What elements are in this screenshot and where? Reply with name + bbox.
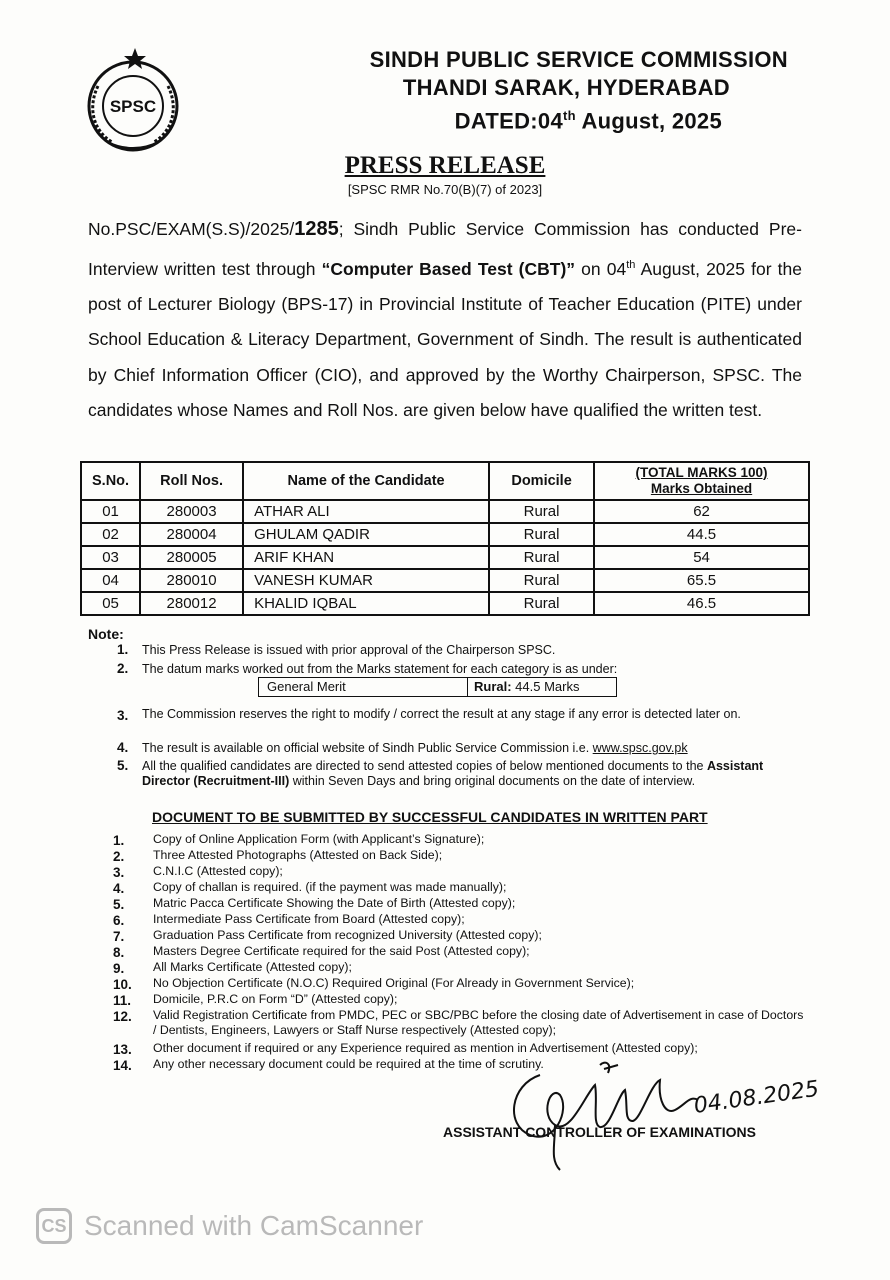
datum-category: General Merit [259,678,468,696]
cell-roll: 280004 [140,523,243,546]
cell-name: KHALID IQBAL [243,592,489,615]
results-table [80,461,810,616]
note-number: 5. [117,758,129,773]
table-row [81,500,809,523]
document-item: Three Attested Photographs (Attested on Back Side); [153,848,443,862]
col-sno: S.No. [81,462,140,500]
cell-marks: 65.5 [594,569,809,592]
doc-number: 5. [113,897,125,912]
document-item: All Marks Certificate (Attested copy); [153,960,352,974]
document-item: No Objection Certificate (N.O.C) Required Original (For Already in Government Service); [153,976,635,990]
doc-number: 14. [113,1058,132,1073]
cell-roll: 280005 [140,546,243,569]
document-item: Graduation Pass Certificate from recognized University (Attested copy); [153,928,542,942]
note-4: The result is available on official website of Sindh Public Service Commission i.e. www.spsc.gov.pk [142,741,688,755]
cell-domicile: Rural [489,569,594,592]
document-item: Domicile, P.R.C on Form “D” (Attested copy); [153,992,398,1006]
document-item: Other document if required or any Experience required as mention in Advertisement (Attested copy); [153,1041,698,1055]
release-date: DATED:04th August, 2025 [454,108,722,134]
spsc-logo-seal [78,46,188,156]
document-item: Copy of challan is required. (if the payment was made manually); [153,880,507,894]
note-number: 4. [117,740,129,755]
doc-number: 13. [113,1042,132,1057]
note-number: 2. [117,661,129,676]
cell-name: GHULAM QADIR [243,523,489,546]
website-link[interactable]: www.spsc.gov.pk [592,741,688,755]
announcement-paragraph: No.PSC/EXAM(S.S)/2025/1285; Sindh Public Service Commission has conducted Pre-Interview written test through “Computer Based Test (CBT)” on 04th August, 2025 for the post of Lecturer Biology (BPS-17) in Provincial Institute of Teacher Education (PITE) under School Education & Literacy Department, Government of Sindh. The result is authenticated by Chief Information Officer (CIO), and approved by the Worthy Chairperson, SPSC. The candidates whose Names and Roll Nos. are given below have qualified the written test. [88,218,803,421]
svg-text:04.08.2025: 04.08.2025 [692,1076,821,1119]
document-item: Matric Pacca Certificate Showing the Date of Birth (Attested copy); [153,896,516,910]
datum-value: Rural: 44.5 Marks [474,679,580,694]
doc-number: 12. [113,1009,132,1024]
note-5: All the qualified candidates are directed to send attested copies of below mentioned documents to the Assistant Director (Recruitment-III) within Seven Days and bring original documents on the date of interview. [142,759,764,788]
cell-name: VANESH KUMAR [243,569,489,592]
cell-name: ATHAR ALI [243,500,489,523]
note-3: The Commission reserves the right to modify / correct the result at any stage if any error is detected later on. [142,707,741,721]
doc-number: 4. [113,881,125,896]
col-roll: Roll Nos. [140,462,243,500]
cell-roll: 280012 [140,592,243,615]
cell-sno: 02 [81,523,140,546]
note-1: This Press Release is issued with prior approval of the Chairperson SPSC. [142,643,556,657]
table-header-row [81,462,809,500]
press-release-title: PRESS RELEASE [344,152,546,179]
col-marks: (TOTAL MARKS 100) Marks Obtained [594,462,809,500]
cell-marks: 46.5 [594,592,809,615]
commission-address: THANDI SARAK, HYDERABAD [402,75,730,100]
cell-sno: 05 [81,592,140,615]
doc-number: 2. [113,849,125,864]
svg-text:SPSC: SPSC [109,97,157,116]
cell-sno: 03 [81,546,140,569]
cell-marks: 44.5 [594,523,809,546]
doc-number: 7. [113,929,125,944]
camscanner-icon: CS [36,1208,72,1244]
cell-domicile: Rural [489,500,594,523]
cell-domicile: Rural [489,523,594,546]
document-item: Intermediate Pass Certificate from Board (Attested copy); [153,912,465,926]
doc-number: 11. [113,993,132,1008]
cell-domicile: Rural [489,592,594,615]
doc-number: 10. [113,977,132,992]
note-number: 1. [117,642,129,657]
doc-number: 1. [113,833,125,848]
cell-name: ARIF KHAN [243,546,489,569]
note-2: The datum marks worked out from the Marks statement for each category is as under: [142,662,618,676]
table-row [81,569,809,592]
cell-roll: 280003 [140,500,243,523]
cell-domicile: Rural [489,546,594,569]
document-item: Copy of Online Application Form (with Applicant’s Signature); [153,832,485,846]
document-item: Any other necessary document could be required at the time of scrutiny. [153,1057,544,1071]
cell-marks: 62 [594,500,809,523]
col-name: Name of the Candidate [243,462,489,500]
camscanner-watermark [36,1208,423,1244]
col-domicile: Domicile [489,462,594,500]
signatory-title: ASSISTANT CONTROLLER OF EXAMINATIONS [443,1124,756,1140]
cell-marks: 54 [594,546,809,569]
table-row [81,546,809,569]
documents-heading: DOCUMENT TO BE SUBMITTED BY SUCCESSFUL CANDIDATES IN WRITTEN PART [152,809,708,825]
document-item: C.N.I.C (Attested copy); [153,864,283,878]
doc-number: 9. [113,961,125,976]
note-number: 3. [117,708,129,723]
cell-sno: 01 [81,500,140,523]
commission-name: SINDH PUBLIC SERVICE COMMISSION [369,47,788,72]
cell-sno: 04 [81,569,140,592]
doc-number: 3. [113,865,125,880]
cell-roll: 280010 [140,569,243,592]
press-release-reference: [SPSC RMR No.70(B)(7) of 2023] [347,182,543,197]
doc-number: 6. [113,913,125,928]
note-heading: Note: [88,626,124,642]
table-row [81,523,809,546]
document-item: Masters Degree Certificate required for the said Post (Attested copy); [153,944,530,958]
table-row [81,592,809,615]
document-item: Valid Registration Certificate from PMDC, PEC or SBC/PBC before the closing date of Advertisement in case of Doctors / Dentists, Engineers, Lawyers or Staff Nurse respectively (Attested copy); [153,1008,804,1037]
doc-number: 8. [113,945,125,960]
datum-marks-box [258,677,617,697]
handwritten-signature [500,1055,830,1175]
camscanner-text: Scanned with CamScanner [84,1210,424,1241]
